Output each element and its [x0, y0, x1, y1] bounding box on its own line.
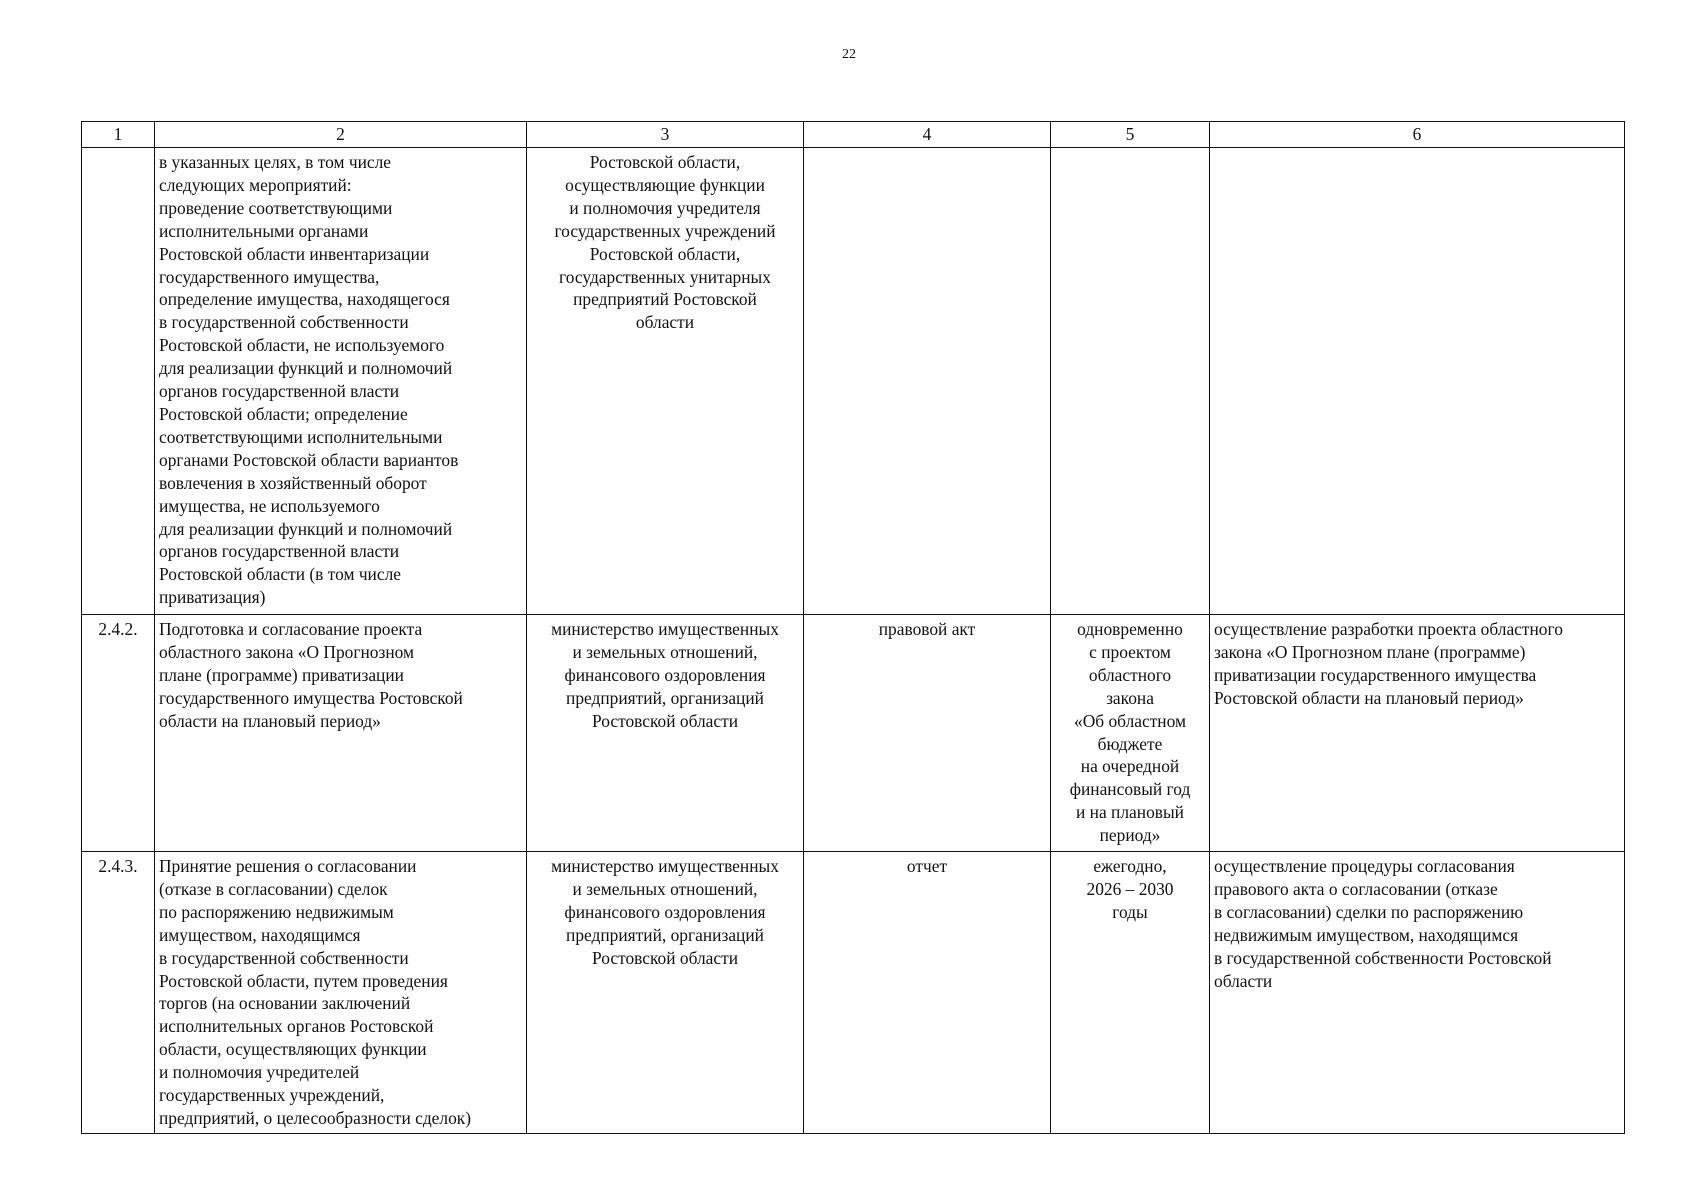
table-header-row	[82, 122, 1625, 148]
activity-plan-table	[81, 121, 1625, 1134]
result-cell: правовой акт	[804, 615, 1051, 852]
column-header-3: 3	[527, 122, 804, 148]
table-row	[82, 615, 1625, 852]
note-cell	[1210, 148, 1625, 615]
executor-cell: Ростовской области, осуществляющие функции и полномочия учредителя государственных учреждений Ростовской области, государственных унитарных предприятий Ростовской области	[527, 148, 804, 615]
column-header-1: 1	[82, 122, 155, 148]
column-header-2: 2	[155, 122, 527, 148]
column-header-5: 5	[1051, 122, 1210, 148]
result-cell	[804, 148, 1051, 615]
result-cell: отчет	[804, 852, 1051, 1134]
column-header-6: 6	[1210, 122, 1625, 148]
event-cell: в указанных целях, в том числе следующих мероприятий: проведение соответствующими исполнительными органами Ростовской области инвентаризации государственного имущества, определение имущества, находящегося в государственной собственности Ростовской области, не используемого для реализации функций и полномочий органов государственной власти Ростовской области; определение соответствующими исполнительными органами Ростовской области вариантов вовлечения в хозяйственный оборот имущества, не используемого для реализации функций и полномочий органов государственной власти Ростовской области (в том числе приватизация)	[155, 148, 527, 615]
page-number: 22	[842, 47, 856, 62]
table-row	[82, 852, 1625, 1134]
row-number-cell: 2.4.2.	[82, 615, 155, 852]
note-cell: осуществление разработки проекта областного закона «О Прогнозном плане (программе) приватизации государственного имущества Ростовской области на плановый период»	[1210, 615, 1625, 852]
term-cell: ежегодно, 2026 – 2030 годы	[1051, 852, 1210, 1134]
note-cell: осуществление процедуры согласования правового акта о согласовании (отказе в согласовании) сделки по распоряжению недвижимым имуществом, находящимся в государственной собственности Ростовской области	[1210, 852, 1625, 1134]
column-header-4: 4	[804, 122, 1051, 148]
event-cell: Подготовка и согласование проекта областного закона «О Прогнозном плане (программе) приватизации государственного имущества Ростовской области на плановый период»	[155, 615, 527, 852]
table-row	[82, 148, 1625, 615]
row-number-cell: 2.4.3.	[82, 852, 155, 1134]
term-cell: одновременно с проектом областного закона «Об областном бюджете на очередной финансовый год и на плановый период»	[1051, 615, 1210, 852]
executor-cell: министерство имущественных и земельных отношений, финансового оздоровления предприятий, организаций Ростовской области	[527, 615, 804, 852]
row-number-cell	[82, 148, 155, 615]
event-cell: Принятие решения о согласовании (отказе в согласовании) сделок по распоряжению недвижимым имуществом, находящимся в государственной собственности Ростовской области, путем проведения торгов (на основании заключений исполнительных органов Ростовской области, осуществляющих функции и полномочия учредителей государственных учреждений, предприятий, о целесообразности сделок)	[155, 852, 527, 1134]
executor-cell: министерство имущественных и земельных отношений, финансового оздоровления предприятий, организаций Ростовской области	[527, 852, 804, 1134]
term-cell	[1051, 148, 1210, 615]
